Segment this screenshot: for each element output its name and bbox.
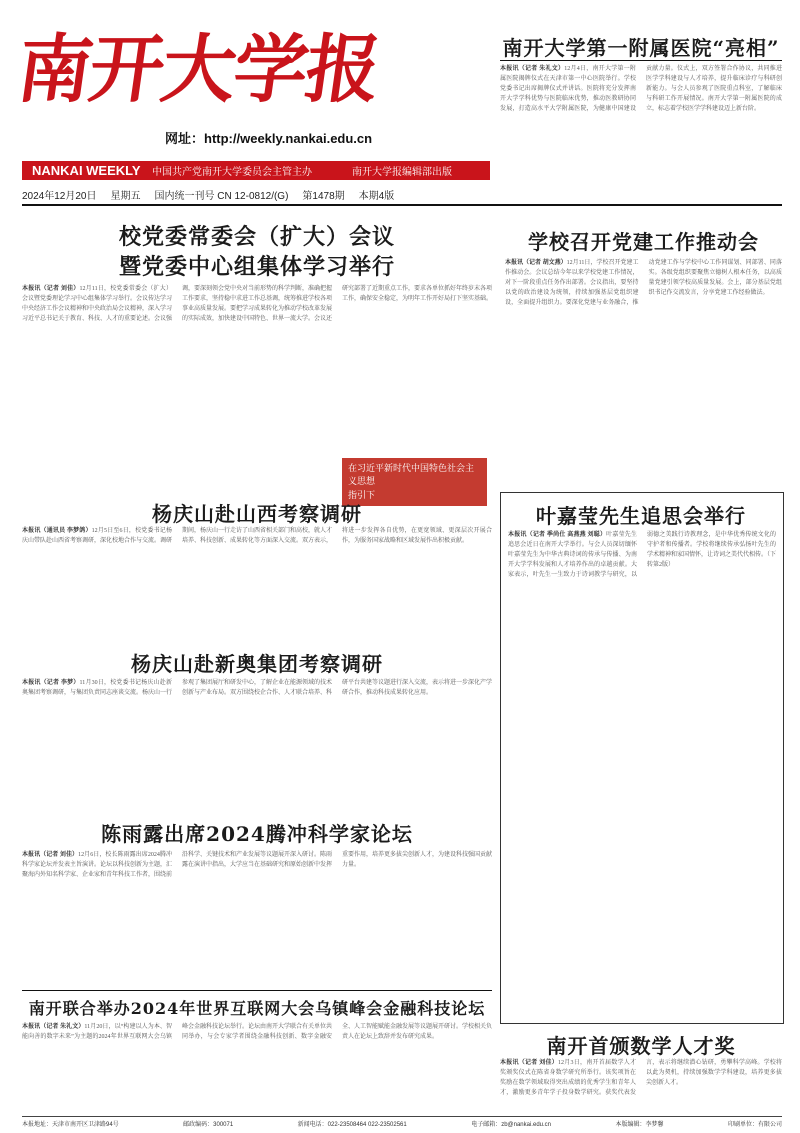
article-body-standing: 本报讯（记者 刘佳）12月11日，校党委常委会（扩大）会议暨党委理论学习中心组集体学习举行。会议传达学习中央经济工作会议精神和中央政治局会议精神，深入学习习近平总书记关于教育、科技、人才的重要论述。会议强调，要深刻领会党中央对当前形势的科学判断，准确把握工作要求，坚持稳中求进工作总基调，统筹推进学校各项事业高质量发展。要把学习成果转化为推动学校改革发展的实际成效，加快建设中国特色、世界一流大学。会议还研究部署了近期重点工作，要求各单位抓好年终岁末各项工作，确保安全稳定，为明年工作开好局打下坚实基础。 bbox=[22, 286, 493, 322]
masthead-logo: 南开大学报 bbox=[11, 26, 385, 113]
masthead-bar bbox=[22, 161, 490, 180]
article-body-xinao: 本报讯（记者 李梦）11月30日，校党委书记杨庆山赴新奥集团考察调研，与集团负责同志座谈交流。杨庆山一行参观了集团展厅和研发中心，了解企业在能源领域的技术创新与产业布局。双方围绕校企合作、人才联合培养、科研平台共建等议题进行深入交流，表示将进一步深化产学研合作，推动科技成果转化应用。 bbox=[22, 680, 493, 696]
sponsor: 中国共产党南开大学委员会主管主办 bbox=[152, 167, 312, 178]
headline-xinao: 杨庆山赴新奥集团考察调研 bbox=[131, 652, 383, 676]
headline-math: 南开首颁数学人才奖 bbox=[546, 1034, 736, 1058]
article-hospital: 南开大学第一附属医院“亮相” bbox=[502, 36, 780, 60]
headline-chen: 陈雨露出席2024腾冲科学家论坛 bbox=[101, 822, 413, 846]
divider bbox=[22, 990, 492, 991]
article-body-chen: 本报讯（记者 刘佳）12月6日，校长陈雨露出席2024腾冲科学家论坛并发表主旨演讲。论坛以科技创新为主题，汇聚海内外知名科学家、企业家和青年科技工作者，围绕前沿科学、关键技术和产业发展等议题展开深入研讨。陈雨露在演讲中指出，大学应当在基础研究和原始创新中发挥重要作用，培养更多拔尖创新人才，为建设科技强国贡献力量。 bbox=[22, 852, 493, 878]
footer: 本报地址：天津市南开区卫津路94号 邮政编码：300071 新闻电话：022-23508464 022-23502561 电子邮箱：zb@nankai.edu.cn 本版编辑：李梦馨 印刷单位：有限公司 bbox=[22, 1116, 782, 1131]
divider bbox=[500, 60, 782, 61]
article-body-party: 本报讯（记者 胡文燕）12月11日，学校召开党建工作推动会。会议总结今年以来学校党建工作情况，对下一阶段重点任务作出部署。会议指出，要坚持以党的政治建设为统领，持续加强基层党组织建设，全面提升组织力。要深化党建与业务融合，推动党建工作与学校中心工作同谋划、同部署、同落实。各级党组织要聚焦立德树人根本任务，以高质量党建引领学校高质量发展。会上，部分基层党组织书记作交流发言，分享党建工作经验做法。 bbox=[505, 260, 782, 306]
site-url[interactable]: 网址：http://weekly.nankai.edu.cn bbox=[165, 131, 373, 146]
headline-shanxi: 杨庆山赴山西考察调研 bbox=[152, 502, 362, 526]
article-body-shanxi: 本报讯（通讯员 李梦鸽）12月5日至6日，校党委书记杨庆山带队赴山西省考察调研，深化校地合作与交流。调研期间，杨庆山一行走访了山西省相关部门和高校，就人才培养、科技创新、成果转化等方面深入交流。双方表示，将进一步发挥各自优势，在更宽领域、更深层次开展合作，为服务国家战略和区域发展作出积极贡献。 bbox=[22, 528, 492, 544]
article-body-ye: 本报讯（记者 季尚仕 高燕燕 刘聪）叶嘉莹先生追思会近日在南开大学举行。与会人员深切缅怀叶嘉莹先生为中华古典诗词的传承与传播、为南开大学学科发展和人才培养作出的卓越贡献。大家表示，叶先生一生致力于诗词教学与研究，以弱德之美践行诗教理念，是中华优秀传统文化的守护者和传播者。学校将继续传承弘扬叶先生的学术精神和家国情怀，让诗词之美代代相传。（下转第2版） bbox=[508, 532, 777, 578]
publisher: 南开大学报编辑部出版 bbox=[352, 167, 452, 178]
headline-party: 学校召开党建工作推动会 bbox=[528, 230, 759, 254]
headline-standing: 校党委常委会（扩大）会议 暨党委中心组集体学习举行 bbox=[118, 224, 395, 280]
divider bbox=[22, 204, 782, 206]
article-body-wuzhen: 本报讯（记者 朱礼文）11月20日，以“构建以人为本、智能向善的数字未来”为主题的2024年世界互联网大会乌镇峰会金融科技论坛举行。论坛由南开大学联合有关单位共同举办，与会专家学者围绕金融科技创新、数字金融安全、人工智能赋能金融发展等议题展开研讨。学校相关负责人在论坛上致辞并发布研究成果。 bbox=[22, 1024, 493, 1040]
issue-info: 2024年12月20日 星期五 国内统一刊号 CN 12-0812/(G) 第1478期 本期4版 bbox=[22, 190, 395, 202]
article-body-math: 本报讯（记者 刘佳）12月3日，南开首届数学人才奖颁奖仪式在陈省身数学研究所举行。该奖项旨在奖励在数学领域取得突出成绩的优秀学生和青年人才，激励更多青年学子投身数学研究。获奖代表发言，表示将继续潜心钻研，勇攀科学高峰。学校将以此为契机，持续加强数学学科建设，培养更多拔尖创新人才。 bbox=[500, 1060, 782, 1096]
article-body-hospital: 本报讯（记者 朱礼文）12月4日，南开大学第一附属医院揭牌仪式在天津市第一中心医院举行。学校党委书记出席揭牌仪式并讲话。医院将充分发挥南开大学学科优势与医院临床优势，推动医教研协同发展，打造高水平大学附属医院，为健康中国建设贡献力量。仪式上，双方签署合作协议，共同推进医学学科建设与人才培养，提升临床诊疗与科研创新能力。与会人员参观了医院重点科室，了解临床与科研工作开展情况。南开大学第一附属医院的成立，标志着学校医学学科建设迈上新台阶。 bbox=[500, 66, 782, 112]
english-name: NANKAI WEEKLY bbox=[32, 163, 141, 178]
headline-wuzhen: 南开联合举办2024年世界互联网大会乌镇峰会金融科技论坛 bbox=[28, 999, 486, 1018]
theme-banner: 在习近平新时代中国特色社会主义思想 指引下 新时代新作为新篇章 bbox=[342, 458, 487, 506]
headline-ye: 叶嘉莹先生追思会举行 bbox=[536, 504, 746, 528]
